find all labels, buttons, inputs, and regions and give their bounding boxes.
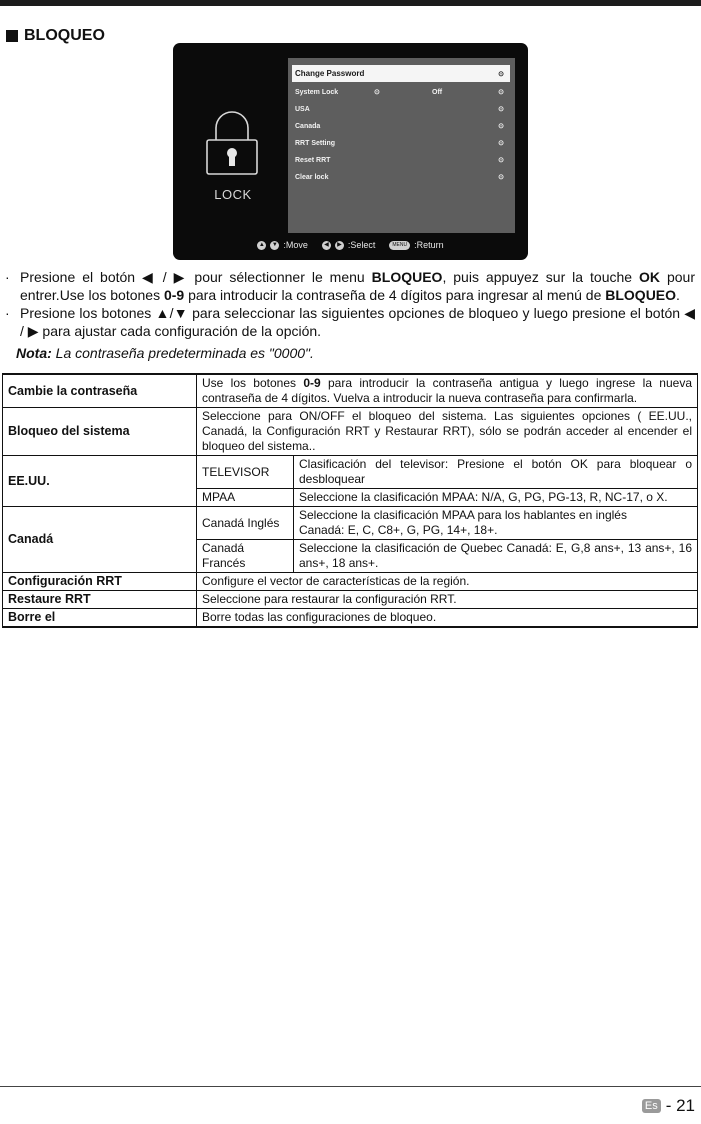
chevron-right-icon: ⊙ (498, 123, 504, 130)
table-row (3, 374, 698, 408)
menu-item-label: Change Password (295, 69, 365, 78)
option-description: Borre todas las configuraciones de bloqueo. (197, 609, 698, 628)
lock-label: LOCK (214, 187, 252, 202)
lock-menu-panel (288, 58, 515, 233)
padlock-icon (203, 108, 261, 178)
instruction-bullet-1: · Presione el botón ◀ / ▶ pour sélectionner le menu BLOQUEO, puis appuyez sur la touche OK pour entrer.Use los botones 0-9 para introducir la contraseña de 4 dígitos para ingresar al menú de BLOQUEO. (5, 269, 695, 303)
table-row (3, 609, 698, 628)
square-bullet-icon (6, 30, 18, 42)
option-description: Clasificación del televisor: Presione el botón OK para bloquear o desbloquear (294, 456, 698, 489)
menu-item-value: Off (432, 88, 443, 96)
language-badge: Es (642, 1099, 661, 1113)
menu-item-rrt-setting[interactable] (292, 135, 510, 151)
down-key-icon: ▼ (271, 241, 278, 248)
table-row (3, 408, 698, 456)
top-rule (0, 0, 701, 6)
options-table (2, 373, 698, 628)
return-hint: :Return (414, 240, 444, 250)
option-label: Borre el (3, 609, 197, 628)
chevron-right-icon: ⊙ (498, 174, 504, 181)
chevron-right-icon: ⊙ (498, 140, 504, 147)
note-text: La contraseña predeterminada es "0000". (51, 345, 314, 361)
option-description: Seleccione la clasificación MPAA para los hablantes en inglés Canadá: E, C, C8+, G, PG, 14+, 18+. (294, 507, 698, 540)
option-label: Restaure RRT (3, 591, 197, 609)
option-description: Configure el vector de características de la región. (197, 573, 698, 591)
note (16, 345, 314, 361)
chevron-right-icon: ⊙ (498, 106, 504, 113)
option-description: Seleccione para ON/OFF el bloqueo del sistema. Las siguientes opciones ( EE.UU., Canadá, la Configuración RRT y Restaurar RRT), sólo se podrán acceder al encender el bloqueo del sistema.. (197, 408, 698, 456)
instruction-bullet-2: · Presione los botones ▲/▼ para seleccionar las siguientes opciones de bloqueo y luego presione el botón ◀ / ▶ para ajustar cada configuración de la opción. (5, 305, 695, 339)
option-label: Configuración RRT (3, 573, 197, 591)
table-row (3, 573, 698, 591)
select-hint: :Select (347, 240, 376, 250)
menu-item-clear-lock[interactable] (292, 169, 510, 185)
option-description: Seleccione la clasificación MPAA: N/A, G, PG, PG-13, R, NC-17, o X. (294, 489, 698, 507)
option-label: EE.UU. (3, 456, 197, 507)
option-label: Bloqueo del sistema (3, 408, 197, 456)
right-key-icon: ▶ (335, 241, 344, 250)
option-description: Seleccione para restaurar la configuración RRT. (197, 591, 698, 609)
sub-option-label: Canadá Inglés (197, 507, 294, 540)
menu-item-label: Reset RRT (295, 156, 331, 164)
sub-option-label: TELEVISOR (197, 456, 294, 489)
menu-item-reset-rrt[interactable] (292, 152, 510, 168)
option-description: Seleccione la clasificación de Quebec Canadá: E, G,8 ans+, 13 ans+, 16 ans+, 18 ans+. (294, 540, 698, 573)
chevron-right-icon: ⊙ (498, 157, 504, 164)
menu-key-icon: MENU (389, 241, 410, 250)
menu-item-label: Clear lock (295, 173, 329, 181)
up-key-icon: ▲ (258, 241, 265, 248)
note-label: Nota: (16, 345, 52, 361)
menu-item-system-lock[interactable] (292, 84, 510, 100)
footer-rule (0, 1086, 701, 1087)
table-row (3, 591, 698, 609)
menu-item-label: Canada (295, 122, 321, 130)
chevron-right-icon: ⊙ (498, 89, 504, 96)
sub-option-label: Canadá Francés (197, 540, 294, 573)
page-number: - 21 (665, 1096, 695, 1115)
table-row (3, 507, 698, 540)
section-title-text: BLOQUEO (24, 27, 105, 44)
menu-item-canada[interactable] (292, 118, 510, 134)
move-hint: :Move (283, 240, 308, 250)
page-footer (642, 1096, 695, 1116)
chevron-left-icon: ⊙ (374, 89, 380, 96)
sub-option-label: MPAA (197, 489, 294, 507)
left-key-icon: ◀ (322, 241, 331, 250)
option-description: Use los botones 0-9 para introducir la contraseña antigua y luego ingrese la nueva contraseña de 4 dígitos. Vuelva a introducir la nueva contraseña para confirmarla. (197, 374, 698, 408)
menu-item-usa[interactable] (292, 101, 510, 117)
menu-item-change-password[interactable] (292, 65, 510, 82)
menu-item-label: System Lock (295, 88, 339, 96)
instructions (3, 268, 695, 340)
option-label: Canadá (3, 507, 197, 573)
section-title (6, 27, 105, 45)
chevron-right-icon: ⊙ (498, 70, 504, 78)
table-row (3, 456, 698, 489)
menu-item-label: RRT Setting (295, 139, 336, 147)
option-label: Cambie la contraseña (3, 374, 197, 408)
menu-item-label: USA (295, 105, 310, 113)
tv-lock-menu-screenshot (173, 43, 528, 260)
tv-key-hints (173, 240, 528, 250)
